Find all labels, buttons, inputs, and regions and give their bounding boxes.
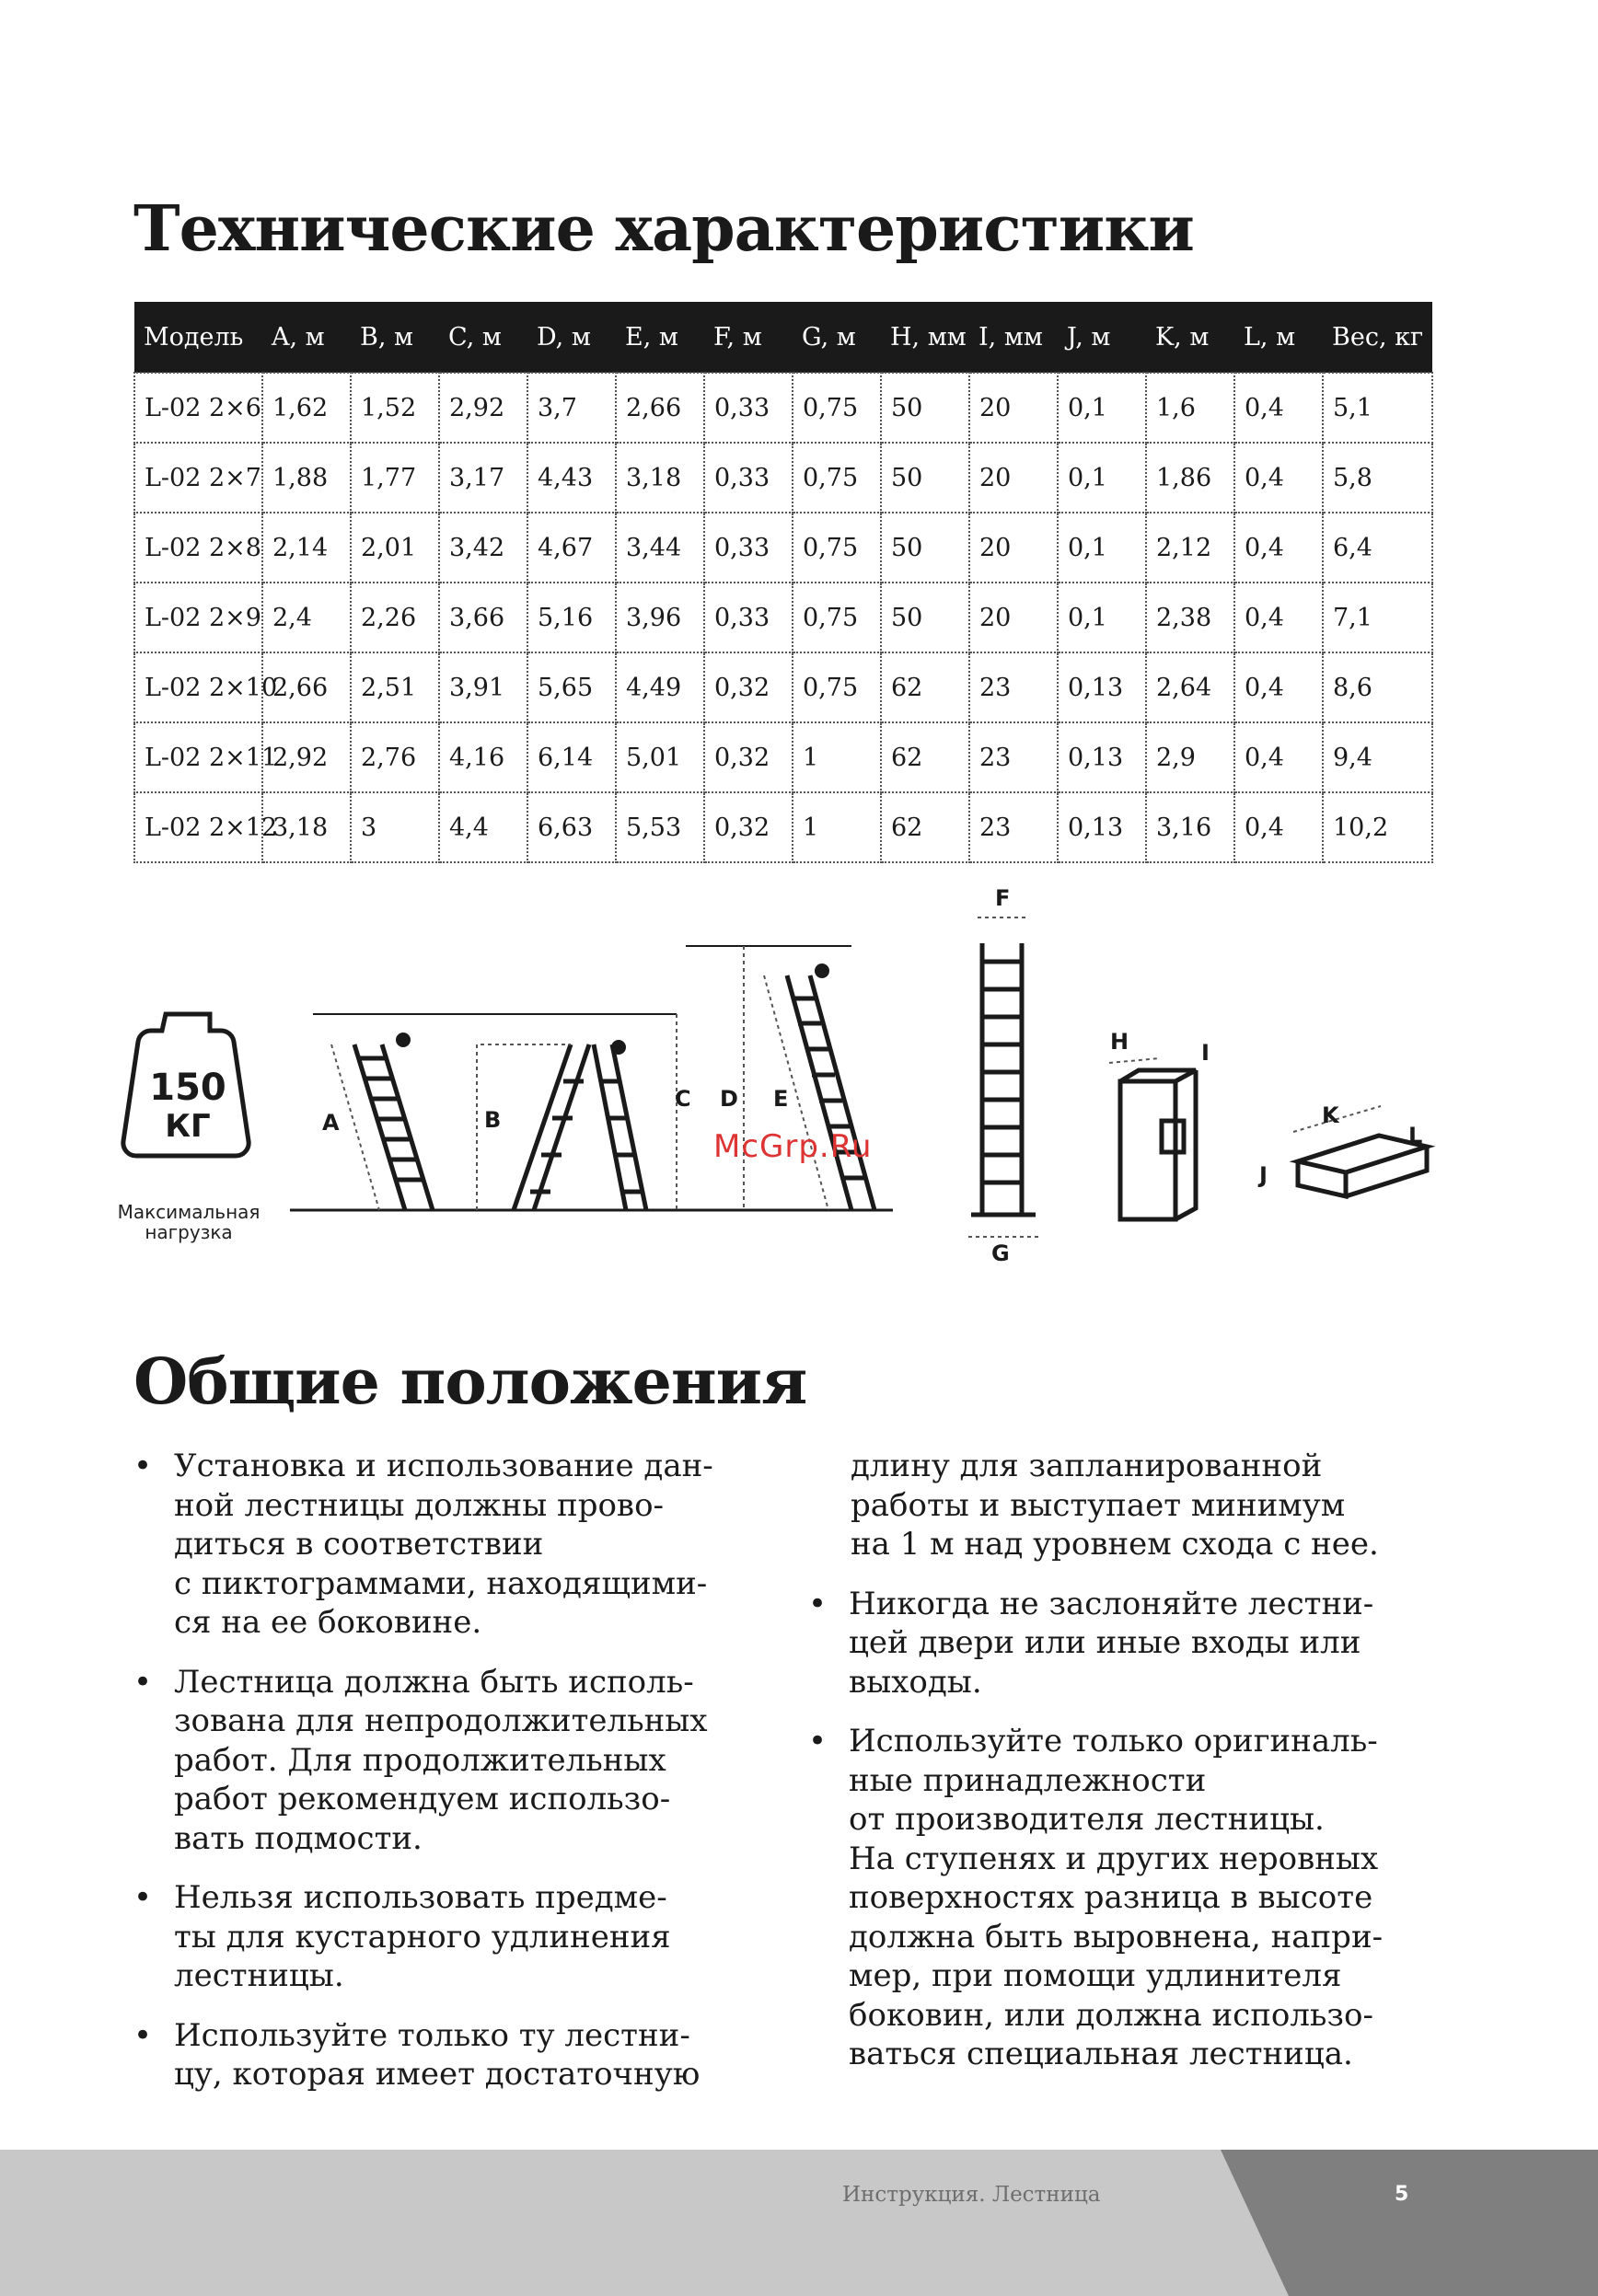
- value-cell: 2,92: [439, 373, 527, 443]
- value-cell: 1,6: [1146, 373, 1234, 443]
- label-g: G: [991, 1240, 1010, 1266]
- footer-title: Инструкция. Лестница: [842, 2183, 1101, 2207]
- specs-column-header: F, м: [704, 302, 793, 373]
- label-d: D: [720, 1086, 738, 1112]
- value-cell: 4,4: [439, 792, 527, 862]
- list-item: [808, 1722, 1425, 2074]
- specs-table: [133, 302, 1433, 863]
- value-cell: 3,42: [439, 513, 527, 583]
- list-item-text: Нельзя использовать предме- ты для кустарного удлинения лестницы.: [174, 1879, 671, 1994]
- specs-column-header: D, м: [527, 302, 616, 373]
- value-cell: 0,13: [1058, 652, 1146, 722]
- value-cell: 7,1: [1323, 583, 1432, 652]
- value-cell: 0,33: [704, 513, 793, 583]
- value-cell: 2,26: [351, 583, 439, 652]
- page-footer: [0, 2150, 1598, 2296]
- value-cell: 50: [881, 373, 969, 443]
- value-cell: 0,1: [1058, 513, 1146, 583]
- ladder-front-view: [971, 943, 1036, 1215]
- value-cell: 3,66: [439, 583, 527, 652]
- value-cell: 23: [969, 792, 1058, 862]
- table-row: [134, 373, 1432, 443]
- bullet-icon: •: [133, 1879, 153, 1916]
- rung-profile-icon: [1120, 1070, 1196, 1219]
- value-cell: 0,75: [793, 443, 881, 513]
- value-cell: 1: [793, 792, 881, 862]
- general-right-column: [808, 1447, 1425, 2094]
- value-cell: 50: [881, 443, 969, 513]
- value-cell: 2,38: [1146, 583, 1234, 652]
- list-item-text: Никогда не заслоняйте лестни- цей двери или иные входы или выходы.: [849, 1585, 1374, 1701]
- table-row: [134, 443, 1432, 513]
- value-cell: 50: [881, 513, 969, 583]
- value-cell: 20: [969, 373, 1058, 443]
- foot-profile-icon: [1298, 1136, 1427, 1196]
- value-cell: 4,49: [616, 652, 704, 722]
- specs-column-header: Вес, кг: [1323, 302, 1432, 373]
- bullet-icon: •: [133, 2016, 153, 2054]
- value-cell: 1,86: [1146, 443, 1234, 513]
- ladder-leaning-2: [787, 975, 874, 1210]
- footer-shape: [0, 2150, 1598, 2296]
- bullet-icon: •: [808, 1723, 828, 1759]
- value-cell: 0,1: [1058, 583, 1146, 652]
- value-cell: 2,12: [1146, 513, 1234, 583]
- value-cell: 0,13: [1058, 792, 1146, 862]
- table-row: [134, 792, 1432, 862]
- value-cell: 1,62: [262, 373, 351, 443]
- value-cell: 2,76: [351, 722, 439, 792]
- value-cell: 2,66: [616, 373, 704, 443]
- list-item-text: Используйте только оригиналь- ные принадлежности от производителя лестницы. На ступенях и других неровных поверхностях разница в высоте должна быть выровнена, напри- мер, при помощи удлинителя боковин, или должна использо- ваться специальная лестница.: [849, 1723, 1384, 2072]
- value-cell: 3,18: [616, 443, 704, 513]
- value-cell: 0,32: [704, 792, 793, 862]
- value-cell: 62: [881, 792, 969, 862]
- model-cell: L-02 2×7: [134, 443, 262, 513]
- list-item-text: Установка и использование дан- ной лестницы должны прово- диться в соответствии с пиктограммами, находящими- ся на ее боковине.: [174, 1448, 713, 1641]
- value-cell: 1,52: [351, 373, 439, 443]
- value-cell: 1: [793, 722, 881, 792]
- general-left-list: [133, 1447, 750, 2094]
- value-cell: 0,4: [1234, 373, 1323, 443]
- specs-column-header: Модель: [134, 302, 262, 373]
- value-cell: 5,8: [1323, 443, 1432, 513]
- value-cell: 0,75: [793, 513, 881, 583]
- value-cell: 0,32: [704, 652, 793, 722]
- watermark: McGrp.Ru: [713, 1128, 873, 1165]
- value-cell: 4,43: [527, 443, 616, 513]
- list-item-text: длину для запланированной работы и выступает минимум на 1 м над уровнем схода с нее.: [851, 1448, 1379, 1563]
- weight-unit: КГ: [165, 1108, 211, 1145]
- bullet-icon: •: [133, 1663, 153, 1701]
- value-cell: 3,7: [527, 373, 616, 443]
- value-cell: 3,44: [616, 513, 704, 583]
- label-e: E: [773, 1086, 789, 1112]
- table-row: [134, 652, 1432, 722]
- value-cell: 8,6: [1323, 652, 1432, 722]
- value-cell: 5,65: [527, 652, 616, 722]
- bullet-icon: •: [133, 1448, 153, 1484]
- table-row: [134, 583, 1432, 652]
- value-cell: 0,33: [704, 583, 793, 652]
- value-cell: 62: [881, 652, 969, 722]
- value-cell: 0,75: [793, 583, 881, 652]
- value-cell: 20: [969, 443, 1058, 513]
- model-cell: L-02 2×10: [134, 652, 262, 722]
- specs-column-header: L, м: [1234, 302, 1323, 373]
- value-cell: 62: [881, 722, 969, 792]
- value-cell: 6,14: [527, 722, 616, 792]
- value-cell: 5,1: [1323, 373, 1432, 443]
- weight-caption: [101, 1202, 276, 1242]
- label-j: J: [1259, 1162, 1268, 1188]
- value-cell: 0,33: [704, 373, 793, 443]
- specs-column-header: H, мм: [881, 302, 969, 373]
- specs-title: Технические характеристики: [133, 192, 1194, 266]
- value-cell: 0,4: [1234, 652, 1323, 722]
- value-cell: 3,18: [262, 792, 351, 862]
- value-cell: 0,4: [1234, 792, 1323, 862]
- list-item-text: Используйте только ту лестни- цу, которая имеет достаточную: [174, 2016, 701, 2093]
- value-cell: 0,33: [704, 443, 793, 513]
- value-cell: 0,32: [704, 722, 793, 792]
- model-cell: L-02 2×11: [134, 722, 262, 792]
- value-cell: 0,4: [1234, 513, 1323, 583]
- label-l: L: [1408, 1123, 1423, 1148]
- value-cell: 6,4: [1323, 513, 1432, 583]
- label-i: I: [1201, 1040, 1210, 1066]
- value-cell: 3,16: [1146, 792, 1234, 862]
- value-cell: 0,75: [793, 652, 881, 722]
- value-cell: 0,4: [1234, 443, 1323, 513]
- specs-column-header: C, м: [439, 302, 527, 373]
- value-cell: 0,4: [1234, 722, 1323, 792]
- bullet-icon: •: [808, 1585, 828, 1622]
- value-cell: 20: [969, 513, 1058, 583]
- model-cell: L-02 2×6: [134, 373, 262, 443]
- model-cell: L-02 2×8: [134, 513, 262, 583]
- specs-column-header: I, мм: [969, 302, 1058, 373]
- table-row: [134, 722, 1432, 792]
- specs-column-header: A, м: [262, 302, 351, 373]
- specs-column-header: B, м: [351, 302, 439, 373]
- value-cell: 20: [969, 583, 1058, 652]
- specs-column-header: J, м: [1058, 302, 1146, 373]
- model-cell: L-02 2×9: [134, 583, 262, 652]
- value-cell: 4,16: [439, 722, 527, 792]
- label-b: B: [484, 1107, 502, 1133]
- value-cell: 9,4: [1323, 722, 1432, 792]
- general-title: Общие положения: [133, 1345, 807, 1419]
- ladder-leaning-1: [354, 1044, 433, 1210]
- value-cell: 0,13: [1058, 722, 1146, 792]
- value-cell: 23: [969, 722, 1058, 792]
- label-h: H: [1110, 1029, 1129, 1055]
- value-cell: 0,75: [793, 373, 881, 443]
- value-cell: 5,01: [616, 722, 704, 792]
- value-cell: 1,77: [351, 443, 439, 513]
- general-left-column: [133, 1447, 750, 2115]
- value-cell: 6,63: [527, 792, 616, 862]
- value-cell: 23: [969, 652, 1058, 722]
- value-cell: 0,4: [1234, 583, 1323, 652]
- value-cell: 5,53: [616, 792, 704, 862]
- value-cell: 1,88: [262, 443, 351, 513]
- value-cell: 2,92: [262, 722, 351, 792]
- ladder-aframe: [514, 1044, 646, 1210]
- specs-table-body: [134, 373, 1432, 862]
- value-cell: 0,1: [1058, 373, 1146, 443]
- value-cell: 2,66: [262, 652, 351, 722]
- page-number: 5: [1395, 2183, 1409, 2206]
- label-c: C: [675, 1086, 691, 1112]
- list-item: [133, 1447, 750, 1643]
- value-cell: 0,1: [1058, 443, 1146, 513]
- list-item: [133, 1663, 750, 1859]
- table-row: [134, 513, 1432, 583]
- value-cell: 2,01: [351, 513, 439, 583]
- list-item: [808, 1585, 1425, 1702]
- weight-caption-line1: Максимальная: [117, 1201, 261, 1223]
- specs-column-header: K, м: [1146, 302, 1234, 373]
- value-cell: 3,17: [439, 443, 527, 513]
- specs-column-header: E, м: [616, 302, 704, 373]
- value-cell: 2,4: [262, 583, 351, 652]
- value-cell: 50: [881, 583, 969, 652]
- list-item: [133, 2016, 750, 2094]
- value-cell: 4,67: [527, 513, 616, 583]
- label-a: A: [322, 1110, 340, 1136]
- specs-column-header: G, м: [793, 302, 881, 373]
- value-cell: 2,14: [262, 513, 351, 583]
- model-cell: L-02 2×12: [134, 792, 262, 862]
- label-f: F: [995, 885, 1011, 911]
- value-cell: 3,96: [616, 583, 704, 652]
- list-item: [133, 1878, 750, 1996]
- value-cell: 10,2: [1323, 792, 1432, 862]
- value-cell: 2,64: [1146, 652, 1234, 722]
- general-right-list: [808, 1447, 1425, 2074]
- value-cell: 3: [351, 792, 439, 862]
- weight-caption-line2: нагрузка: [145, 1221, 233, 1243]
- list-item: [808, 1447, 1425, 1564]
- label-k: K: [1322, 1102, 1339, 1128]
- list-item-text: Лестница должна быть исполь- зована для непродолжительных работ. Для продолжительных работ рекомендуем использо- вать подмости.: [174, 1663, 708, 1857]
- value-cell: 3,91: [439, 652, 527, 722]
- weight-value: 150: [149, 1067, 226, 1109]
- value-cell: 5,16: [527, 583, 616, 652]
- value-cell: 2,9: [1146, 722, 1234, 792]
- specs-header-row: [134, 302, 1432, 373]
- value-cell: 2,51: [351, 652, 439, 722]
